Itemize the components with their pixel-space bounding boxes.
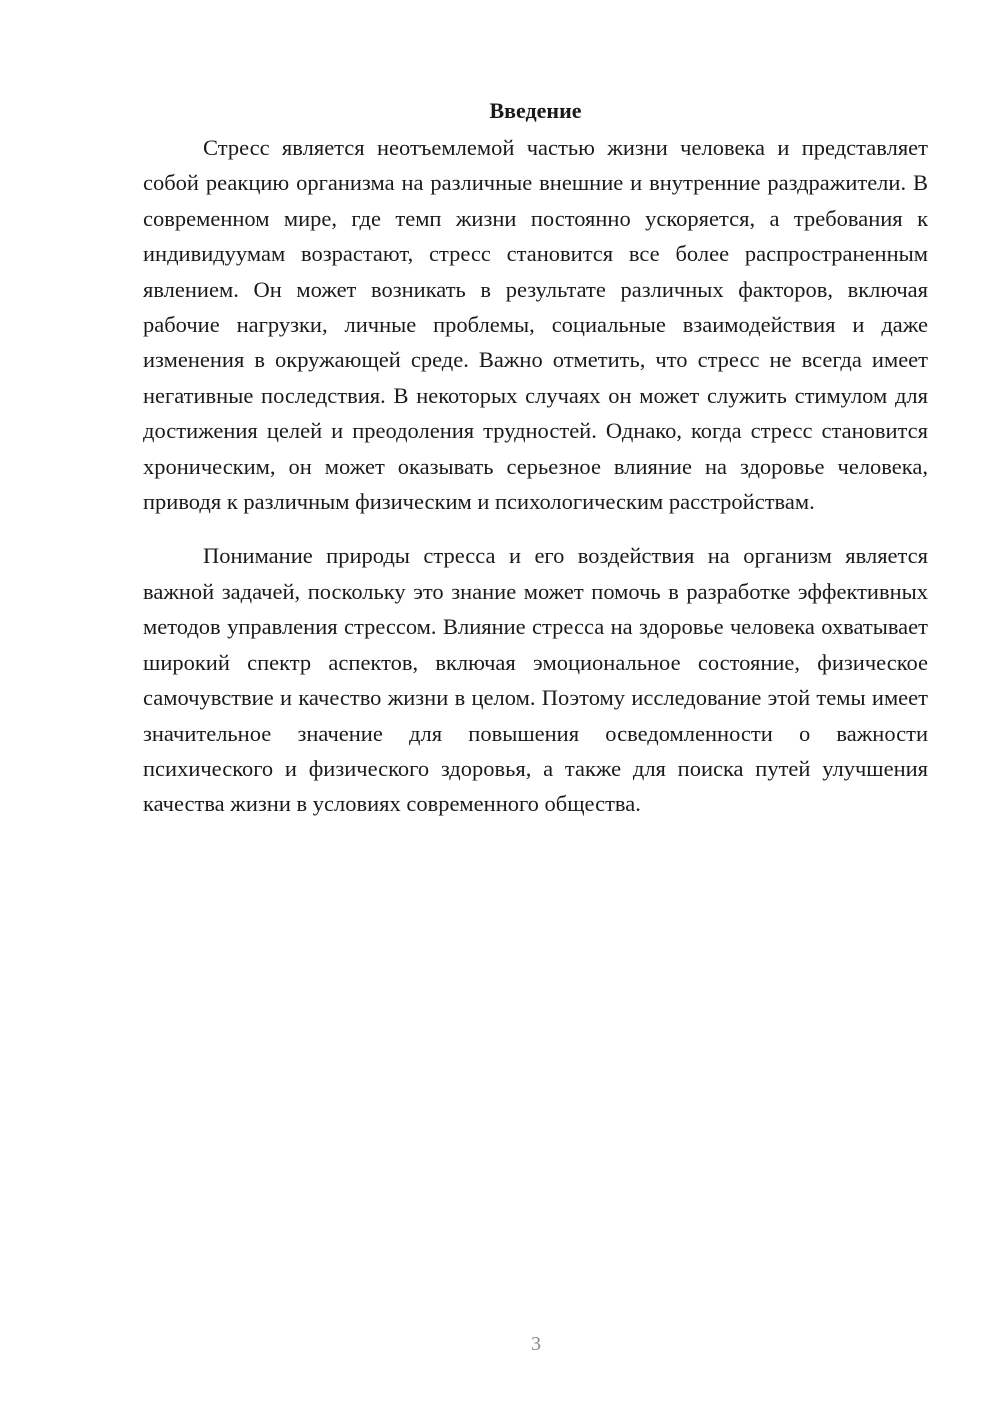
paragraph-2: Понимание природы стресса и его воздействия на организм является важной задачей, поскольку это знание может помочь в разработке эффективных методов управления стрессом. Влияние стресса на здоровье человека охватывает широкий спектр аспектов, включая эмоциональное состояние, физическое самочувствие и качество жизни в целом. Поэтому исследование этой темы имеет значительное значение для повышения осведомленности о важности психического и физического здоровья, а также для поиска путей улучшения качества жизни в условиях современного общества.: [143, 543, 928, 817]
page-content: [143, 96, 928, 822]
page-number: 3: [531, 1333, 541, 1355]
paragraph-1: Стресс является неотъемлемой частью жизни человека и представляет собой реакцию организма на различные внешние и внутренние раздражители. В современном мире, где темп жизни постоянно ускоряется, а требования к индивидуумам возрастают, стресс становится все более распространенным явлением. Он может возникать в результате различных факторов, включая рабочие нагрузки, личные проблемы, социальные взаимодействия и даже изменения в окружающей среде. Важно отметить, что стресс не всегда имеет негативные последствия. В некоторых случаях он может служить стимулом для достижения целей и преодоления трудностей. Однако, когда стресс становится хроническим, он может оказывать серьезное влияние на здоровье человека, приводя к различным физическим и психологическим расстройствам.: [143, 135, 928, 515]
section-title: Введение: [489, 98, 582, 123]
